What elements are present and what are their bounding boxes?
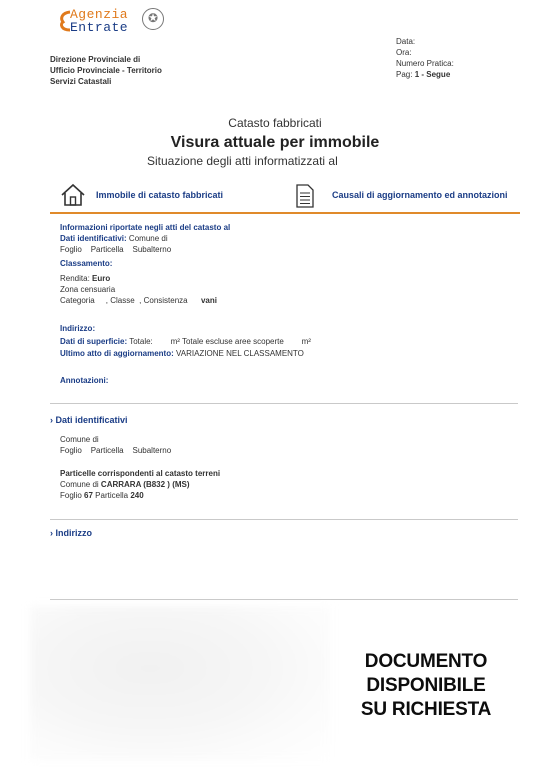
office-line: Servizi Catastali xyxy=(50,77,112,86)
indirizzo-label: Indirizzo: xyxy=(60,324,96,333)
consistenza-label: Consistenza xyxy=(143,296,188,305)
meta-pag-value: 1 - Segue xyxy=(414,70,451,79)
ultimo-atto-label: Ultimo atto di aggiornamento: xyxy=(60,349,174,358)
rendita-label: Rendita: xyxy=(60,274,90,283)
office-line: Ufficio Provinciale - Territorio xyxy=(50,66,162,75)
causali-label: Causali di aggiornamento ed annotazioni xyxy=(332,190,508,200)
stamp-line: DOCUMENTO xyxy=(364,651,488,672)
catasto-title: Catasto fabbricati xyxy=(228,116,322,130)
blurred-area xyxy=(30,606,330,761)
document-icon xyxy=(296,184,314,208)
indirizzo-section[interactable] xyxy=(50,528,518,548)
office-block xyxy=(50,54,162,87)
particella-label: Particella xyxy=(95,491,129,500)
dati-identificativi-label: Dati identificativi: xyxy=(60,234,127,243)
categoria-label: Categoria xyxy=(60,296,95,305)
dati-identificativi-header[interactable] xyxy=(50,415,518,425)
stamp-line: DISPONIBILE xyxy=(366,675,486,696)
comune-line: Comune di xyxy=(60,435,99,444)
republic-emblem-icon: ✪ xyxy=(142,8,164,30)
immobile-label: Immobile di catasto fabbricati xyxy=(96,190,224,200)
section-divider xyxy=(50,599,518,600)
subalterno-label: Subalterno xyxy=(132,245,172,254)
logo-word-agenzia: Agenzia xyxy=(70,7,129,22)
foglio-label: Foglio xyxy=(60,491,82,500)
orange-divider xyxy=(50,212,520,214)
particella-value: 240 xyxy=(130,491,144,500)
stamp-line: SU RICHIESTA xyxy=(360,699,492,720)
causali-link[interactable] xyxy=(294,182,520,210)
indirizzo-title: Indirizzo xyxy=(55,528,93,538)
totale-label: Totale: xyxy=(129,337,153,346)
m2-unit: m² xyxy=(170,337,180,346)
section-divider xyxy=(50,519,518,520)
rendita-value: Euro xyxy=(92,274,111,283)
foglio-label: Foglio xyxy=(60,446,82,455)
particella-label: Particella xyxy=(90,245,124,254)
indirizzo-header[interactable] xyxy=(50,528,518,538)
foglio-value: 67 xyxy=(84,491,93,500)
logo-word-entrate: Entrate xyxy=(70,20,129,35)
classe-label: Classe xyxy=(110,296,135,305)
foglio-line xyxy=(60,446,171,457)
immobile-link[interactable] xyxy=(56,182,246,210)
meta-ora-label: Ora: xyxy=(396,48,412,57)
dati-identificativi-title: Dati identificativi xyxy=(55,415,128,425)
ultimo-atto-value: VARIAZIONE NEL CLASSAMENTO xyxy=(176,349,304,358)
meta-data-label: Data: xyxy=(396,37,416,46)
house-icon xyxy=(60,182,86,208)
comune-di-label: Comune di xyxy=(128,234,168,243)
info-heading: Informazioni riportate negli atti del catasto al xyxy=(60,223,231,232)
foglio-label: Foglio xyxy=(60,245,82,254)
nav-row xyxy=(56,182,520,212)
vani-label: vani xyxy=(200,296,217,305)
meta-pratica-label: Numero Pratica: xyxy=(396,59,454,68)
meta-pag-label: Pag: xyxy=(396,70,413,79)
comune-value: CARRARA (B832 ) (MS) xyxy=(100,480,190,489)
meta-block xyxy=(396,36,454,80)
chevron-right-icon: › xyxy=(50,415,53,425)
situazione-subtitle: Situazione degli atti informatizzati al xyxy=(147,154,338,168)
carrara-line xyxy=(60,480,190,491)
m2-unit: m² xyxy=(301,337,311,346)
totale-escluse-label: Totale escluse aree scoperte xyxy=(181,337,284,346)
zona-censuaria: Zona censuaria xyxy=(60,285,116,294)
particella-label: Particella xyxy=(90,446,124,455)
agenzia-entrate-logo xyxy=(56,6,171,36)
comune-prefix: Comune di xyxy=(60,480,99,489)
office-line: Direzione Provinciale di xyxy=(50,55,141,64)
subalterno-label: Subalterno xyxy=(132,446,172,455)
visura-title: Visura attuale per immobile xyxy=(170,134,380,151)
particelle-heading: Particelle corrispondenti al catasto terreni xyxy=(60,469,221,478)
superficie-label: Dati di superficie: xyxy=(60,337,128,346)
foglio-particella-line xyxy=(60,491,144,502)
classamento-label: Classamento: xyxy=(60,259,113,268)
dati-identificativi-section[interactable] xyxy=(50,415,518,515)
visura-page: Agenzia Entrate ✪ Direzione Provinciale di Ufficio Provinciale - Territorio Servizi Catastali Data: Ora: Numero Pratica: Pag: 1 - Segue Catasto fabbricati Visura attuale per immobile Situazione degli atti informatizzati al Immobile di catasto fabbricati Causali di aggiornamento ed annotazioni Informazioni riportate negli atti del catasto al Dati identificativi: Comune di Foglio Particella Subalterno Classamento: Rendita: Euro Zona censuaria Categoria , Classe , Consistenza vani Indirizzo: Dati di superficie: Totale: m² Totale escluse aree scoperte m² Ultimo atto di aggiornamento: VARIAZIONE NEL CLASSAMENTO Annotazioni: › Dati identificativi Comune di Foglio Particella Subalterno Particelle corrispondenti al catasto terreni Comune di CARRARA (B832 ) (MS) Foglio 67 Particella 240 › Indirizzo DOCUMENTO DISPONIBILE SU RICHIESTA xyxy=(0,0,550,767)
annotazioni-label: Annotazioni: xyxy=(60,376,109,385)
section-divider xyxy=(50,403,518,404)
availability-stamp xyxy=(326,650,526,722)
chevron-right-icon: › xyxy=(50,528,53,538)
